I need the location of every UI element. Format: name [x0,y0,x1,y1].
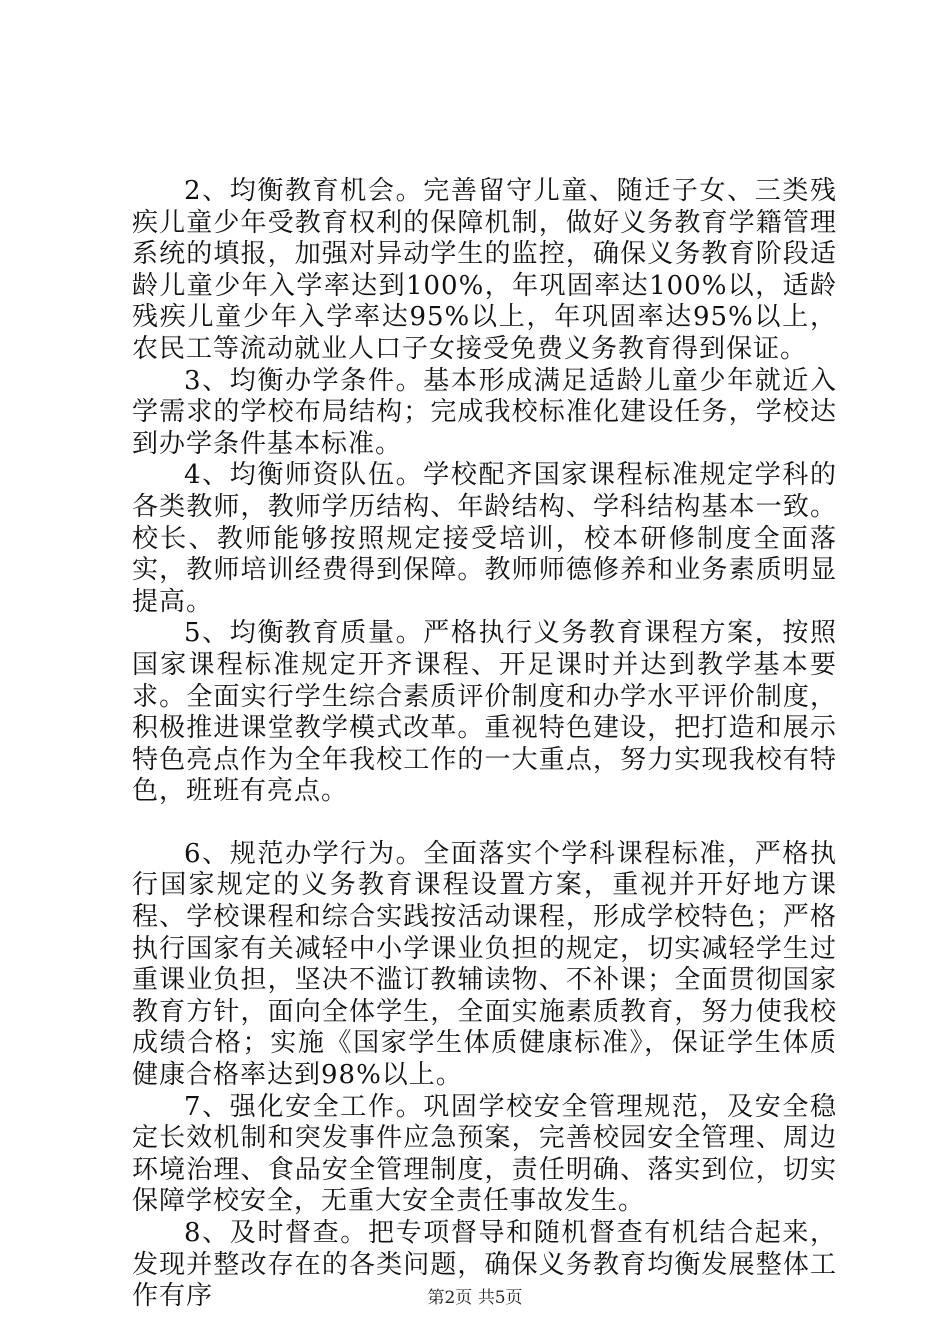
page-number-footer: 第2页 共5页 [427,1288,523,1308]
paragraph-school-conditions: 3、均衡办学条件。基本形成满足适龄儿童少年就近入学需求的学校布局结构；完成我校标准化建设任务，学校达到办学条件基本标准。 [132,365,837,459]
paragraph-safety-work: 7、强化安全工作。巩固学校安全管理规范，及安全稳定长效机制和突发事件应急预案，完善校园安全管理、周边环境治理、食品安全管理制度，责任明确、落实到位，切实保障学校安全，无重大安全责任事故发生。 [132,1091,837,1217]
paragraph-school-behavior: 6、规范办学行为。全面落实个学科课程标准，严格执行国家规定的义务教育课程设置方案，重视并开好地方课程、学校课程和综合实践按活动课程，形成学校特色；严格执行国家有关减轻中小学课业负担的规定，切实减轻学生过重课业负担，坚决不滥订教辅读物、不补课；全面贯彻国家教育方针，面向全体学生，全面实施素质教育，努力使我校成绩合格；实施《国家学生体质健康标准》，保证学生体质健康合格率达到98%以上。 [132,838,837,1091]
paragraph-education-quality: 5、均衡教育质量。严格执行义务教育课程方案，按照国家课程标准规定开齐课程、开足课时并达到教学基本要求。全面实行学生综合素质评价制度和办学水平评价制度，积极推进课堂教学模式改革。重视特色建设，把打造和展示特色亮点作为全年我校工作的一大重点，努力实现我校有特色，班班有亮点。 [132,618,837,807]
paragraph-teaching-staff: 4、均衡师资队伍。学校配齐国家课程标准规定学科的各类教师，教师学历结构、年龄结构、学科结构基本一致。校长、教师能够按照规定接受培训，校本研修制度全面落实，教师培训经费得到保障。教师师德修养和业务素质明显提高。 [132,460,837,617]
paragraph-spacer [132,808,837,839]
document-body [132,176,837,1313]
paragraph-supervision: 8、及时督查。把专项督导和随机督查有机结合起来，发现并整改存在的各类问题，确保义务教育均衡发展整体工作有序 [132,1218,837,1312]
paragraph-balanced-opportunity: 2、均衡教育机会。完善留守儿童、随迁子女、三类残疾儿童少年受教育权利的保障机制，做好义务教育学籍管理系统的填报，加强对异动学生的监控，确保义务教育阶段适龄儿童少年入学率达到100%，年巩固率达100%以，适龄残疾儿童少年入学率达95%以上，年巩固率达95%以上，农民工等流动就业人口子女接受免费义务教育得到保证。 [132,176,837,364]
